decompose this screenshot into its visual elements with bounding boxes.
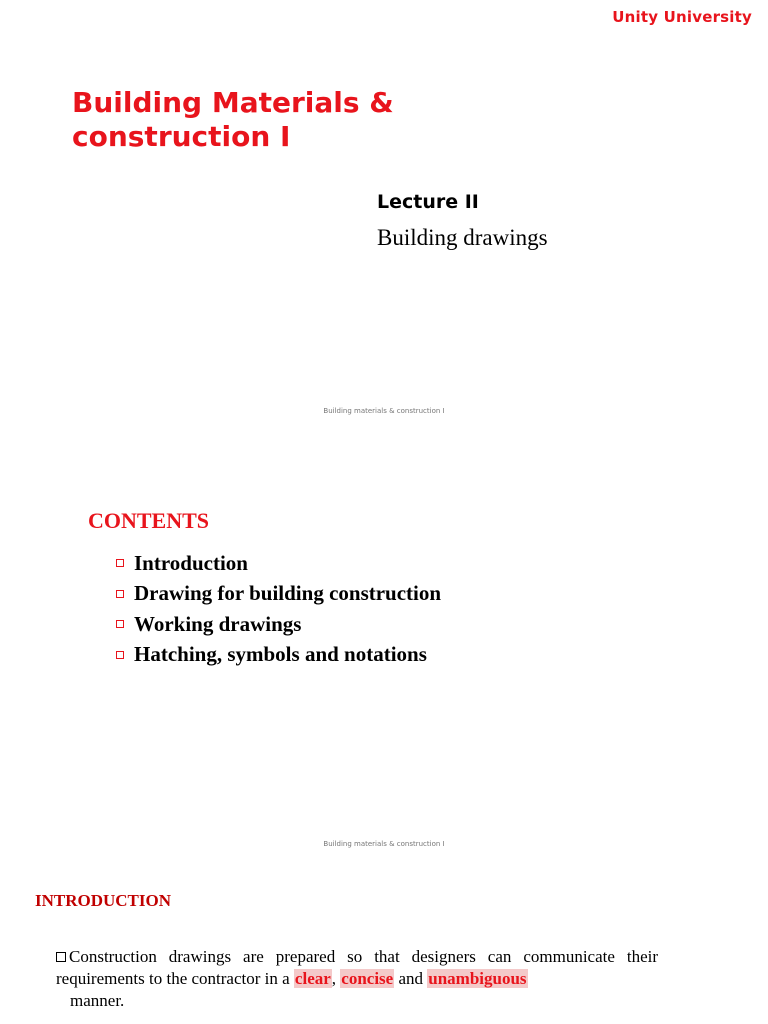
paragraph-ending: manner. <box>70 991 125 1010</box>
contents-item <box>116 640 441 671</box>
university-name: Unity University <box>612 8 752 26</box>
highlight-concise: concise <box>341 969 394 988</box>
lecture-topic: Building drawings <box>377 225 548 250</box>
contents-heading: CONTENTS <box>88 508 210 533</box>
contents-item-label: Hatching, symbols and notations <box>134 642 427 667</box>
highlight-clear: clear <box>294 969 331 988</box>
introduction-heading: INTRODUCTION <box>35 891 172 910</box>
paragraph-and: and <box>398 969 424 988</box>
square-bullet-icon <box>56 952 66 962</box>
contents-item <box>116 579 441 610</box>
contents-item <box>116 548 441 579</box>
highlight-unambiguous: unambiguous <box>428 969 527 988</box>
slide-footer: Building materials & construction I <box>323 840 445 848</box>
contents-list <box>116 548 441 670</box>
contents-item <box>116 609 441 640</box>
contents-item-label: Introduction <box>134 550 248 575</box>
introduction-paragraph <box>56 946 658 1012</box>
square-bullet-icon <box>116 620 124 628</box>
lecture-number: Lecture II <box>377 191 479 213</box>
paragraph-comma: , <box>331 969 337 988</box>
square-bullet-icon <box>116 651 124 659</box>
contents-item-label: Drawing for building construction <box>134 581 442 606</box>
paragraph-text: Construction drawings are prepared so that designers can communicate their requirements to the contractor in a <box>56 947 658 988</box>
square-bullet-icon <box>116 559 124 567</box>
course-title: Building Materials & construction I <box>72 86 394 153</box>
slide-footer: Building materials & construction I <box>323 407 445 415</box>
square-bullet-icon <box>116 590 124 598</box>
contents-item-label: Working drawings <box>134 611 302 636</box>
